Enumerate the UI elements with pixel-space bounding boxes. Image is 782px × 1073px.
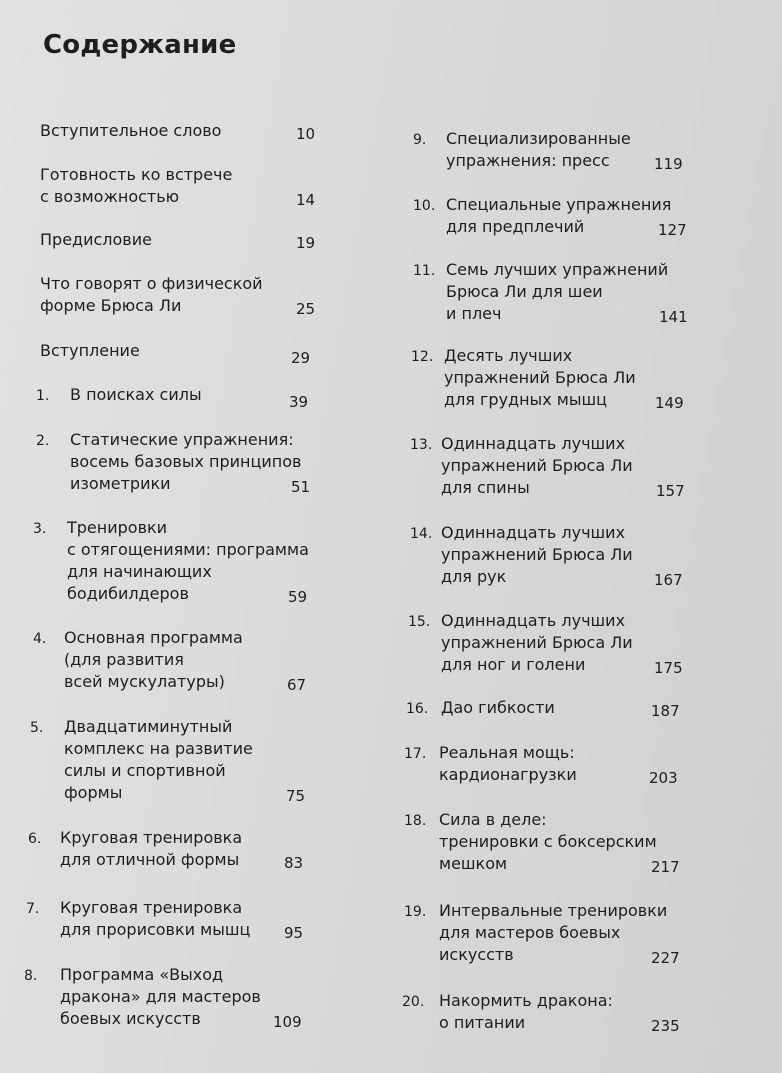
toc-entry-title: В поисках силы <box>70 385 202 404</box>
toc-entry-page: 235 <box>651 1017 680 1035</box>
toc-entry-number: 8. <box>24 968 38 984</box>
page-title: Содержание <box>43 30 237 60</box>
toc-entry-page: 19 <box>296 234 316 252</box>
toc-entry-number: 18. <box>404 813 427 829</box>
toc-entry-number: 6. <box>28 831 42 847</box>
toc-entry-title: Готовность ко встрече с возможностью <box>40 165 233 206</box>
toc-entry-page: 59 <box>288 588 308 606</box>
toc-entry-title: Круговая тренировка для прорисовки мышц <box>60 898 251 939</box>
toc-entry-number: 12. <box>411 349 434 365</box>
toc-entry-title: Десять лучших упражнений Брюса Ли для грудных мышц <box>444 346 636 409</box>
toc-entry-number: 1. <box>36 388 50 404</box>
toc-entry-number: 16. <box>406 701 429 717</box>
toc-entry-title: Статические упражнения: восемь базовых принципов изометрики <box>70 430 302 493</box>
toc-entry-page: 75 <box>286 787 306 805</box>
toc-entry-page: 39 <box>289 393 309 411</box>
toc-entry-number: 10. <box>413 198 436 214</box>
toc-entry-title: Интервальные тренировки для мастеров боевых искусств <box>439 901 668 964</box>
toc-entry-page: 175 <box>654 659 683 677</box>
toc-entry-title: Сила в деле: тренировки с боксерским мешком <box>439 810 657 873</box>
toc-entry-page: 141 <box>659 308 688 326</box>
toc-entry-title: Накормить дракона: о питании <box>439 991 613 1032</box>
toc-entry-number: 3. <box>33 521 47 537</box>
toc-entry-title: Специальные упражнения для предплечий <box>446 195 672 236</box>
toc-entry-number: 11. <box>413 263 436 279</box>
toc-entry-page: 95 <box>284 924 304 942</box>
toc-entry-page: 119 <box>654 155 683 173</box>
toc-entry-page: 10 <box>296 125 316 143</box>
toc-entry-page: 127 <box>658 221 687 239</box>
toc-entry-page: 29 <box>291 349 311 367</box>
toc-entry-title: Предисловие <box>40 230 152 249</box>
toc-entry-page: 203 <box>649 769 678 787</box>
toc-entry-number: 9. <box>413 132 427 148</box>
toc-entry-title: Вступительное слово <box>40 121 222 140</box>
toc-entry-number: 15. <box>408 614 431 630</box>
toc-entry-number: 20. <box>402 994 425 1010</box>
toc-entry-title: Двадцатиминутный комплекс на развитие силы и спортивной формы <box>64 717 253 802</box>
toc-entry-page: 187 <box>651 702 680 720</box>
toc-entry-title: Вступление <box>40 341 140 360</box>
toc-entry-number: 17. <box>404 746 427 762</box>
toc-entry-page: 109 <box>273 1013 302 1031</box>
toc-entry-page: 67 <box>287 676 307 694</box>
toc-entry-title: Одиннадцать лучших упражнений Брюса Ли для рук <box>441 523 633 586</box>
toc-entry-page: 217 <box>651 858 680 876</box>
toc-entry-page: 14 <box>296 191 316 209</box>
toc-entry-number: 5. <box>30 720 44 736</box>
toc-entry-title: Реальная мощь: кардионагрузки <box>439 743 577 784</box>
toc-entry-title: Дао гибкости <box>441 698 555 717</box>
toc-entry-page: 167 <box>654 571 683 589</box>
toc-entry-title: Семь лучших упражнений Брюса Ли для шеи и плеч <box>446 260 669 323</box>
toc-entry-page: 51 <box>291 478 311 496</box>
toc-entry-page: 157 <box>656 482 685 500</box>
toc-entry-number: 13. <box>410 437 433 453</box>
toc-entry-number: 14. <box>410 526 433 542</box>
toc-entry-title: Одиннадцать лучших упражнений Брюса Ли для спины <box>441 434 633 497</box>
toc-entry-number: 4. <box>33 631 47 647</box>
toc-entry-number: 7. <box>26 901 40 917</box>
toc-entry-title: Что говорят о физической форме Брюса Ли <box>40 274 263 315</box>
toc-entry-number: 2. <box>36 433 50 449</box>
toc-entry-title: Круговая тренировка для отличной формы <box>60 828 243 869</box>
toc-entry-page: 227 <box>651 949 680 967</box>
toc-entry-number: 19. <box>404 904 427 920</box>
toc-entry-title: Программа «Выход дракона» для мастеров боевых искусств <box>60 965 261 1028</box>
toc-entry-title: Специализированные упражнения: пресс <box>446 129 631 170</box>
toc-entry-page: 83 <box>284 854 304 872</box>
toc-entry-page: 149 <box>655 394 684 412</box>
toc-entry-title: Основная программа (для развития всей мускулатуры) <box>64 628 243 691</box>
toc-entry-page: 25 <box>296 300 316 318</box>
toc-entry-title: Тренировки с отягощениями: программа для начинающих бодибилдеров <box>67 518 309 603</box>
toc-entry-title: Одиннадцать лучших упражнений Брюса Ли для ног и голени <box>441 611 633 674</box>
